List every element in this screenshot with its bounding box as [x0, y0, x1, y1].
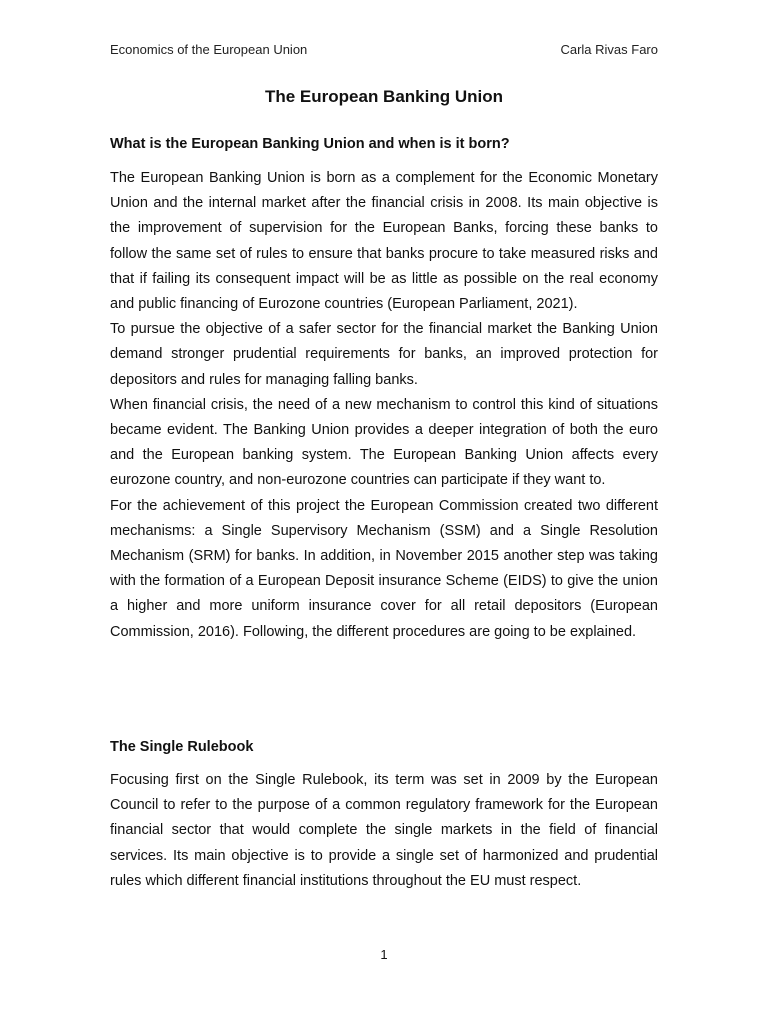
- paragraph: For the achievement of this project the European Commission created two different mechanisms: a Single Supervisory Mechanism (SSM) and a Single Resolution Mechanism (SRM) for banks. In addition, in November 2015 another step was taking with the formation of a European Deposit insurance Scheme (EIDS) to give the union a higher and more uniform insurance cover for all retail depositors (European Commission, 2016). Following, the different procedures are going to be explained.: [110, 497, 658, 640]
- section-body-what-is-banking-union: [110, 166, 658, 645]
- section-body-single-rulebook: [110, 768, 658, 894]
- header-course-title: Economics of the European Union: [110, 42, 308, 57]
- section-heading-what-is-banking-union: What is the European Banking Union and when is it born?: [110, 136, 510, 152]
- paragraph: The European Banking Union is born as a complement for the Economic Monetary Union and the internal market after the financial crisis in 2008. Its main objective is the improvement of supervision for the European Banks, forcing these banks to follow the same set of rules to ensure that banks procure to take measured risks and that if failing its consequent impact will be as little as possible on the real economy and public financing of Eurozone countries (European Parliament, 2021).: [110, 170, 658, 313]
- header-author-name: Carla Rivas Faro: [560, 42, 658, 57]
- paragraph: Focusing first on the Single Rulebook, its term was set in 2009 by the European Council to refer to the purpose of a common regulatory framework for the European financial sector that would complete the single markets in the field of financial services. Its main objective is to provide a single set of harmonized and prudential rules which different financial institutions throughout the EU must respect.: [110, 772, 658, 889]
- document-title: The European Banking Union: [264, 87, 503, 106]
- section-heading-single-rulebook: The Single Rulebook: [110, 739, 254, 755]
- paragraph: When financial crisis, the need of a new mechanism to control this kind of situations became evident. The Banking Union provides a deeper integration of both the euro and the European banking system. The European Banking Union affects every eurozone country, and non-eurozone countries can participate if they want to.: [110, 396, 658, 489]
- page-number: 1: [380, 947, 388, 962]
- paragraph: To pursue the objective of a safer sector for the financial market the Banking Union demand stronger prudential requirements for banks, an improved protection for depositors and rules for managing falling banks.: [110, 321, 658, 388]
